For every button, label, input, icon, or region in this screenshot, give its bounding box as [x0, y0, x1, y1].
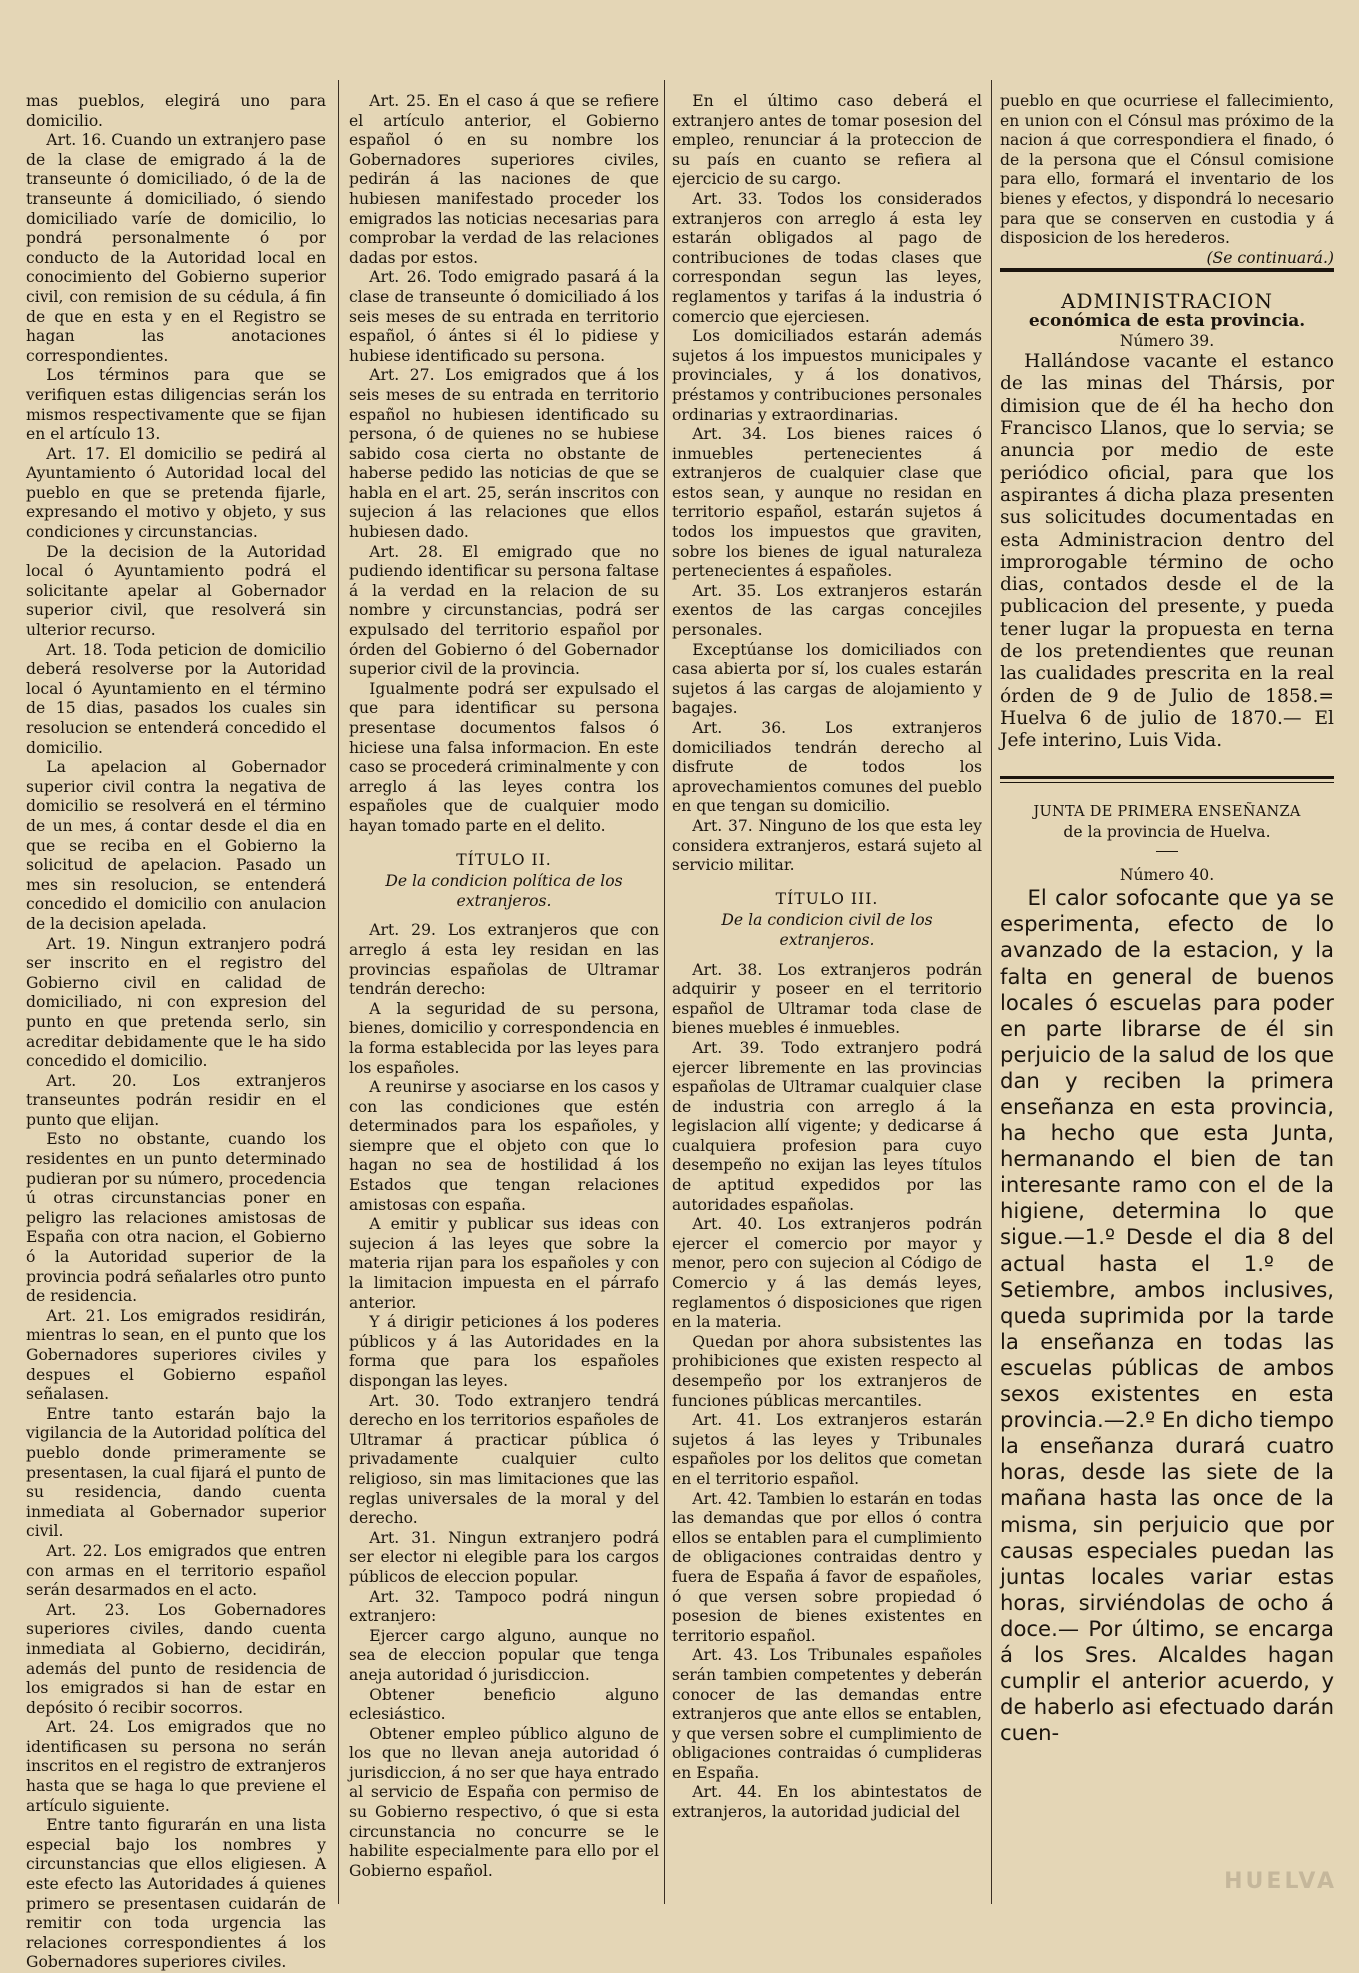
- paragraph: Los domiciliados estarán además sujetos á los impuestos municipales y provinciales, y á los donativos, préstamos y contribuciones personales ordinarias y extraordinarias.: [672, 327, 982, 424]
- paragraph: Ejercer cargo alguno, aunque no sea de eleccion popular que tenga aneja autoridad ó jurisdiccion.: [349, 1626, 659, 1684]
- article-19: Art. 19. Ningun extranjero podrá ser inscrito en el registro del Gobierno civil en calidad de domiciliado, ni con expresion del punto en que pretenda serlo, sin acreditar debidamente que le ha sido concedido el domicilio.: [26, 934, 326, 1071]
- column-rule: [664, 80, 665, 1904]
- article-44: Art. 44. En los abintestatos de extranjeros, la autoridad judicial del: [672, 1783, 982, 1822]
- paragraph: La apelacion al Gobernador superior civil contra la negativa de domicilio se resolverá en el término de un mes, á contar desde el dia en que se reciba en el Gobierno la solicitud de apelacion. Pasado un mes sin resolucion, se entenderá concedido el domicilio con anulacion de la decision apelada.: [26, 758, 326, 933]
- article-24: Art. 24. Los emigrados que no identificasen su persona no serán inscritos en el registro de extranjeros hasta que se haga lo que previene el artículo siguiente.: [26, 1718, 326, 1815]
- section-subheading: económica de esta provincia.: [1028, 310, 1306, 331]
- article-33: Art. 33. Todos los considerados extranjeros con arreglo á esta ley estarán obligados al pago de contribuciones de todas clases que correspondan segun las leyes, reglamentos y tarifas á la industria ó comercio que ejerciesen.: [672, 189, 982, 326]
- article-26: Art. 26. Todo emigrado pasará á la clase de transeunte ó domiciliado á los seis meses de su entrada en territorio español, ó ántes si él lo pidiese y hubiese identificado su persona.: [349, 268, 659, 365]
- paragraph: A la seguridad de su persona, bienes, domicilio y correspondencia en la forma establecida por las leyes para los españoles.: [349, 999, 659, 1077]
- notice-number: Número 39.: [1119, 331, 1215, 350]
- article-29: Art. 29. Los extranjeros que con arreglo á esta ley residan en las provincias españolas de Ultramar tendrán derecho:: [349, 921, 659, 999]
- article-20: Art. 20. Los extranjeros transeuntes podrán residir en el punto que elijan.: [26, 1071, 326, 1129]
- article-18: Art. 18. Toda peticion de domicilio deberá resolverse por la Autoridad local ó Ayuntamiento en el término de 15 dias, pasados los cuales sin resolucion se entenderá concedido el domicilio.: [26, 640, 326, 757]
- paragraph: Esto no obstante, cuando los residentes en un punto determinado pudieran por su número, procedencia ú otras circunstancias poner en peligro las relaciones amistosas de España con otra nacion, el Gobierno ó la Autoridad superior de la provincia podrá señalarles otro punto de residencia.: [26, 1130, 326, 1306]
- article-27: Art. 27. Los emigrados que á los seis meses de su entrada en territorio español no hubiesen identificado su persona, ó de quienes no se hubiese sabido cosa cierta no obstante de haberse pedido las noticias de que se habla en el art. 25, serán inscritos con sujecion á las relaciones que ellos hubiesen dado.: [349, 366, 659, 542]
- article-38: Art. 38. Los extranjeros podrán adquirir y poseer en el territorio español de Ultramar toda clase de bienes muebles é inmuebles.: [672, 960, 982, 1038]
- paragraph: Exceptúanse los domiciliados con casa abierta por sí, los cuales estarán sujetos á las cargas de alojamiento y bagajes.: [672, 640, 982, 718]
- article-35: Art. 35. Los extranjeros estarán exentos de las cargas concejiles personales.: [672, 581, 982, 640]
- paragraph: Entre tanto estarán bajo la vigilancia de la Autoridad política del pueblo donde primeramente se presentasen, la cual fijará el punto de su residencia, dando cuenta inmediata al Gobernador superior civil.: [26, 1404, 326, 1541]
- notice-body: El calor sofocante que ya se esperimenta, efecto de lo avanzado de la estacion, y la falta en general de buenos locales ó escuelas para poder en parte librarse de él sin perjuicio de la salud de los que dan y reciben la primera enseñanza en esta provincia, ha hecho que esta Junta, hermanando el bien de tan interesante ramo con el de la higiene, determina lo que sigue.—1.º Desde el dia 8 del actual hasta el 1.º de Setiembre, ambos inclusives, queda suprimida por la tarde la enseñanza en todas las escuelas públicas de ambos sexos existentes en esta provincia.—2.º En dicho tiempo la enseñanza durará cuatro horas, desde las siete de la mañana hasta las once de la misma, sin perjuicio que por causas especiales puedan las juntas locales variar estas horas, sirviéndolas de ocho á doce.— Por último, se encarga á los Sres. Alcaldes hagan cumplir el anterior acuerdo, y de haberlo asi efectuado darán cuen-: [1000, 885, 1334, 1746]
- paragraph: Y á dirigir peticiones á los poderes públicos y á las Autoridades en la forma que para los españoles dispongan las leyes.: [349, 1313, 659, 1390]
- article-21: Art. 21. Los emigrados residirán, mientras lo sean, en el punto que los Gobernadores superiores civiles y despues el Gobierno español señalasen.: [26, 1306, 326, 1404]
- column-4: [1000, 92, 1334, 1902]
- article-28: Art. 28. El emigrado que no pudiendo identificar su persona faltase á la verdad en la relacion de su nombre y circunstancias, podrá ser expulsado del territorio español por órden del Gobierno ó del Gobernador superior civil de la provincia.: [349, 542, 659, 679]
- paragraph: Quedan por ahora subsistentes las prohibiciones que existen respecto al desempeño por los extranjeros de funciones públicas mercantiles.: [672, 1332, 982, 1410]
- section-subtitle: De la condicion política de los extranjeros.: [385, 872, 623, 910]
- section-subtitle: De la condicion civil de los extranjeros.: [721, 911, 933, 949]
- article-31: Art. 31. Ningun extranjero podrá ser elector ni elegible para los cargos públicos de eleccion popular.: [349, 1528, 659, 1586]
- continued-note: (Se continuará.): [1206, 248, 1334, 267]
- column-rule: [991, 80, 992, 1904]
- paragraph: Los términos para que se verifiquen estas diligencias serán los mismos respectivamente que se fijan en el artículo 13.: [26, 366, 326, 444]
- article-39: Art. 39. Todo extranjero podrá ejercer libremente en las provincias españolas de Ultramar cualquier clase de industria con arreglo á la legislacion allí vigente; y dedicarse á cualquiera profesion para cuyo desempeño no exijan las leyes títulos de aptitud expedidos por las autoridades españolas.: [672, 1038, 982, 1214]
- section-divider: [1000, 268, 1334, 272]
- notice-body: Hallándose vacante el estanco de las minas del Thársis, por dimision que de él ha hecho don Francisco Llanos, que lo servia; se anuncia por medio de este periódico oficial, para que los aspirantes á dicha plaza presenten sus solicitudes documentadas en esta Administracion dentro del improrogable término de ocho dias, contados desde el de la publicacion del presente, y pueda tener lugar la propuesta en terna de los pretendientes que reunan las cualidades prescrita en la real órden de 9 de Julio de 1858.= Huelva 6 de julio de 1870.— El Jefe interino, Luis Vida.: [1000, 351, 1334, 752]
- article-23: Art. 23. Los Gobernadores superiores civiles, dando cuenta inmediata al Gobierno, decidirán, además del punto de residencia de los emigrados si han de estar en depósito ó recibir socorros.: [26, 1600, 326, 1717]
- article-42: Art. 42. Tambien lo estarán en todas las demandas que por ellos ó contra ellos se entablen para el cumplimiento de obligaciones contraidas dentro y fuera de España á favor de españoles, ó que versen sobre propiedad ó posesion de bienes existentes en territorio español.: [672, 1489, 982, 1645]
- article-30: Art. 30. Todo extranjero tendrá derecho en los territorios españoles de Ultramar á practicar pública ó privadamente cualquier culto religioso, sin mas limitaciones que las reglas universales de la moral y del derecho.: [349, 1391, 659, 1528]
- paragraph: En el último caso deberá el extranjero antes de tomar posesion del empleo, renunciar á la proteccion de su país en cuanto se refiera al ejercicio de su cargo.: [672, 92, 982, 189]
- section-title: TÍTULO III.: [775, 889, 879, 908]
- article-17: Art. 17. El domicilio se pedirá al Ayuntamiento ó Autoridad local del pueblo en que se pretenda fijarle, expresando el motivo y objeto, y sus condiciones y circunstancias.: [26, 444, 326, 542]
- paragraph: De la decision de la Autoridad local ó Ayuntamiento podrá el solicitante apelar al Gobernador superior civil, que resolverá sin ulterior recurso.: [26, 542, 326, 640]
- short-rule: [1156, 851, 1178, 852]
- article-43: Art. 43. Los Tribunales españoles serán tambien competentes y deberán conocer de las demandas entre extranjeros que ante ellos se entablen, y que versen sobre el cumplimiento de obligaciones contraidas ó cumplideras en España.: [672, 1646, 982, 1782]
- paragraph: A reunirse y asociarse en los casos y con las condiciones que estén determinados para los españoles, y siempre que el objeto con que lo hagan no sea de hostilidad á los Estados que tengan relaciones amistosas con españa.: [349, 1078, 659, 1214]
- article-41: Art. 41. Los extranjeros estarán sujetos á las leyes y Tribunales españoles por los delitos que cometan en el territorio español.: [672, 1411, 982, 1488]
- paragraph: Igualmente podrá ser expulsado el que para identificar su persona presentase documentos falsos ó hiciese una falsa informacion. En este caso se procederá criminalmente y con arreglo á las leyes contra los españoles que de cualquier modo hayan tomado parte en el delito.: [349, 679, 659, 835]
- paragraph: pueblo en que ocurriese el fallecimiento, en union con el Cónsul mas próximo de la nacion á que correspondiera el finado, ó de la persona que el Cónsul comisione para ello, formará el inventario de los bienes y efectos, y dispondrá lo necesario para que se conserven en custodia y á disposicion de los herederos.: [1000, 92, 1334, 248]
- paragraph: Obtener empleo público alguno de los que no llevan aneja autoridad ó jurisdiccion, á no ser que haya entrado al servicio de España con permiso de su Gobierno respectivo, ó que si esta circunstancia no concurre se le habilite especialmente para ello por el Gobierno español.: [349, 1724, 659, 1880]
- article-16: Art. 16. Cuando un extranjero pase de la clase de emigrado á la de transeunte ó domiciliado, ó de la de transeunte á domiciliado, ó siendo domiciliado varíe de domicilio, lo pondrá personalmente ó por conducto de la Autoridad local en conocimiento del Gobierno superior civil, con remision de su cédula, á fin de que en esta y en el Registro se hagan las anotaciones correspondientes.: [26, 131, 326, 365]
- article-40: Art. 40. Los extranjeros podrán ejercer el comercio por mayor y menor, pero con sujecion al Código de Comercio y á las demás leyes, reglamentos ó disposiciones que rigen en la materia.: [672, 1215, 982, 1332]
- section-subheading: de la provincia de Huelva.: [1063, 823, 1271, 842]
- article-32: Art. 32. Tampoco podrá ningun extranjero:: [349, 1587, 659, 1626]
- section-divider: [1000, 776, 1334, 783]
- column-1: [26, 92, 326, 1972]
- paragraph: Entre tanto figurarán en una lista especial bajo los nombres y circunstancias que ellos eligiesen. A este efecto las Autoridades á quienes primero se presentasen cuidarán de remitir con toda urgencia las relaciones correspondientes á los Gobernadores superiores civiles.: [26, 1816, 326, 1972]
- section-heading: JUNTA DE PRIMERA ENSEÑANZA: [1033, 804, 1301, 821]
- paragraph: A emitir y publicar sus ideas con sujecion á las leyes que sobre la materia rijan para los españoles y con la limitacion impuesta en el párrafo anterior.: [349, 1215, 659, 1312]
- watermark: HUELVA: [1224, 1869, 1337, 1894]
- article-36: Art. 36. Los extranjeros domiciliados tendrán derecho al disfrute de todos los aprovechamientos comunes del pueblo en que tengan su domicilio.: [672, 719, 982, 816]
- column-2: [349, 92, 659, 1902]
- article-22: Art. 22. Los emigrados que entren con armas en el territorio español serán desarmados en el acto.: [26, 1541, 326, 1600]
- article-25: Art. 25. En el caso á que se refiere el artículo anterior, el Gobierno español ó en su nombre los Gobernadores superiores civiles, pedirán á las naciones de que hubiesen manifestado proceder los emigrados las noticias necesarias para comprobar la verdad de las relaciones dadas por estos.: [349, 92, 659, 267]
- paragraph: Obtener beneficio alguno eclesiástico.: [349, 1685, 659, 1724]
- section-heading: ADMINISTRACION: [1061, 289, 1273, 314]
- article-37: Art. 37. Ninguno de los que esta ley considera extranjeros, estará sujeto al servicio militar.: [672, 816, 982, 875]
- column-3: [672, 92, 982, 1902]
- article-34: Art. 34. Los bienes raices ó inmuebles pertenecientes á extranjeros de cualquier clase que estos sean, y aunque no residan en territorio español, estarán sujetos á todos los impuestos que graviten, sobre los bienes de igual naturaleza pertenecientes á españoles.: [672, 425, 982, 581]
- paragraph: mas pueblos, elegirá uno para domicilio.: [26, 92, 326, 130]
- column-rule: [338, 80, 339, 1904]
- notice-number: Número 40.: [1119, 865, 1215, 884]
- section-title: TÍTULO II.: [456, 850, 552, 869]
